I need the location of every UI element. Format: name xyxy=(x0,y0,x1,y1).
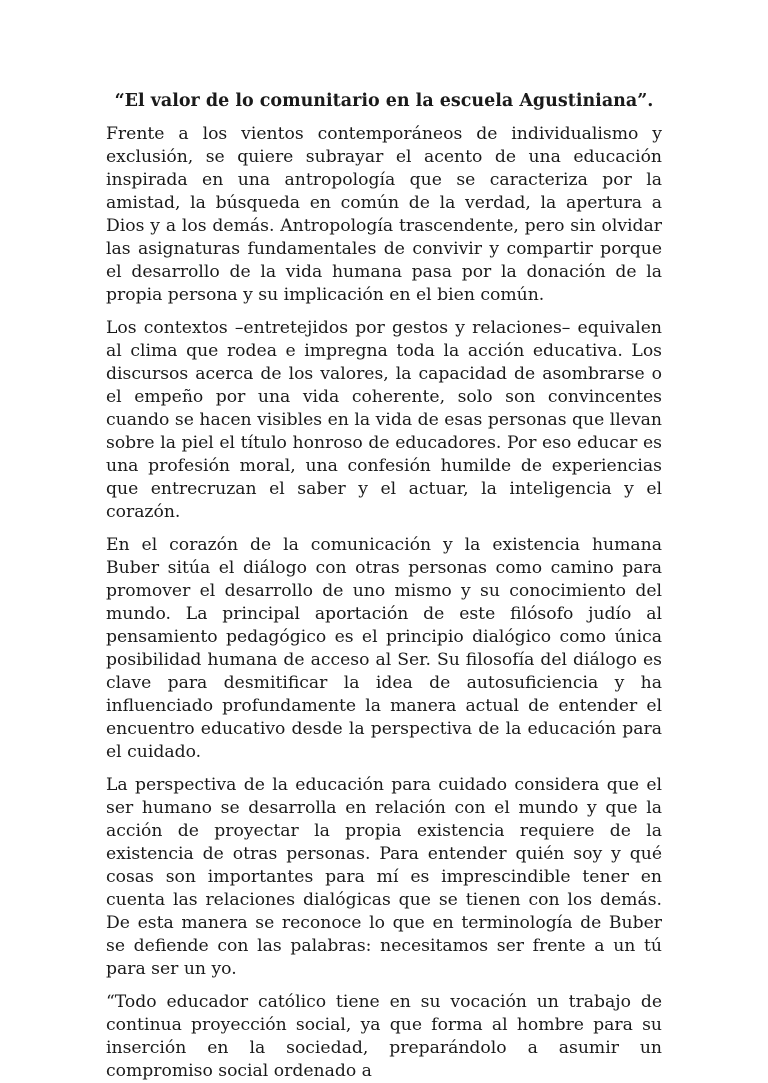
paragraph-4: La perspectiva de la educación para cuidado considera que el ser humano se desarrolla en relación con el mundo y que la acción de proyectar la propia existencia requiere de la existencia de otras personas. Para entender quién soy y qué cosas son importantes para mí es imprescindible tener en cuenta las relaciones dialógicas que se tienen con los demás. De esta manera se reconoce lo que en terminología de Buber se defiende con las palabras: necesitamos ser frente a un tú para ser un yo. xyxy=(106,775,662,979)
paragraph-5: “Todo educador católico tiene en su vocación un trabajo de continua proyección social, ya que forma al hombre para su inserción en la sociedad, preparándolo a asumir un compromiso social ordenado a xyxy=(106,992,662,1081)
document-title: “El valor de lo comunitario en la escuela Agustiniana”. xyxy=(114,91,654,111)
paragraph-3: En el corazón de la comunicación y la existencia humana Buber sitúa el diálogo con otras personas como camino para promover el desarrollo de uno mismo y su conocimiento del mundo. La principal aportación de este filósofo judío al pensamiento pedagógico es el principio dialógico como única posibilidad humana de acceso al Ser. Su filosofía del diálogo es clave para desmitificar la idea de autosuficiencia y ha influenciado profundamente la manera actual de entender el encuentro educativo desde la perspectiva de la educación para el cuidado. xyxy=(106,535,662,762)
paragraph-1: Frente a los vientos contemporáneos de individualismo y exclusión, se quiere subrayar el acento de una educación inspirada en una antropología que se caracteriza por la amistad, la búsqueda en común de la verdad, la apertura a Dios y a los demás. Antropología trascendente, pero sin olvidar las asignaturas fundamentales de convivir y compartir porque el desarrollo de la vida humana pasa por la donación de la propia persona y su implicación en el bien común. xyxy=(106,124,662,305)
paragraph-2: Los contextos –entretejidos por gestos y relaciones– equivalen al clima que rodea e impregna toda la acción educativa. Los discursos acerca de los valores, la capacidad de asombrarse o el empeño por una vida coherente, solo son convincentes cuando se hacen visibles en la vida de esas personas que llevan sobre la piel el título honroso de educadores. Por eso educar es una profesión moral, una confesión humilde de experiencias que entrecruzan el saber y el actuar, la inteligencia y el corazón. xyxy=(106,318,662,522)
